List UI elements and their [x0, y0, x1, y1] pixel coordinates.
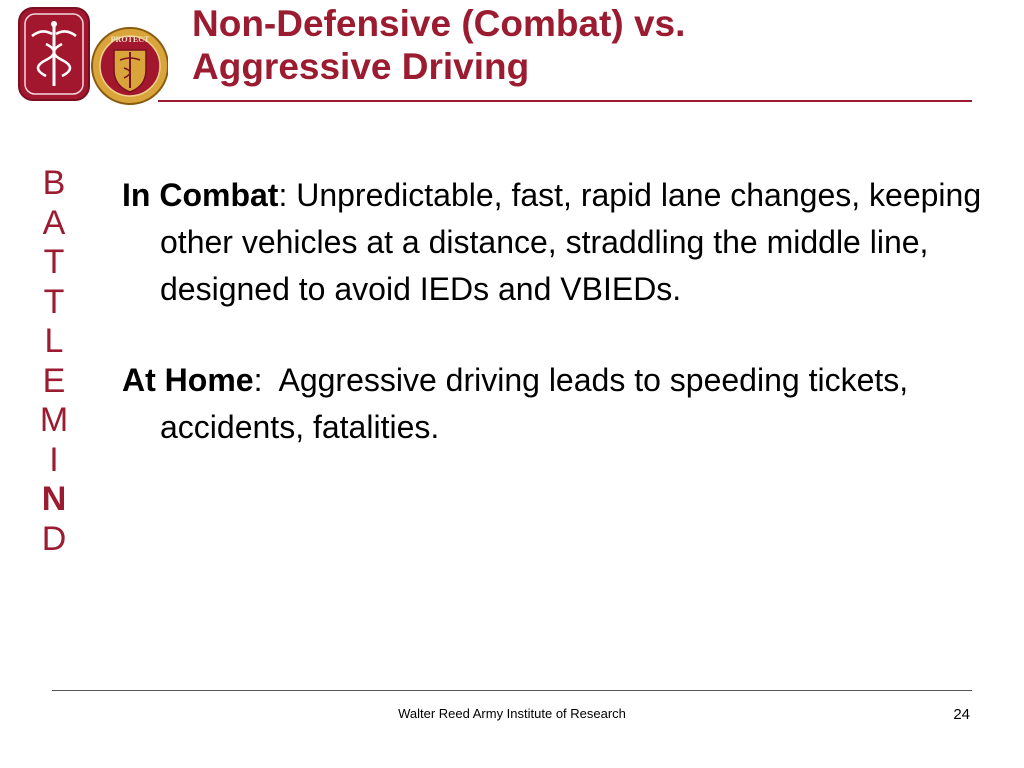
paragraph-separator: :	[278, 177, 288, 213]
paragraph-separator: :	[253, 362, 263, 398]
side-letter: B	[42, 164, 66, 202]
paragraph-in-combat	[122, 172, 992, 313]
title-underline	[158, 100, 972, 102]
side-letter: D	[41, 519, 67, 558]
page-number: 24	[953, 706, 970, 723]
side-letter-highlight: N	[41, 480, 67, 518]
medical-corps-emblem-icon	[19, 8, 89, 100]
paragraph-label: At Home	[122, 362, 254, 398]
side-letter: T	[43, 282, 65, 321]
paragraph-at-home	[122, 357, 992, 451]
paragraph-text: Aggressive driving leads to speeding tickets, accidents, fatalities.	[160, 362, 918, 445]
logo-group	[18, 6, 168, 112]
side-letter: E	[42, 361, 66, 400]
slide-body	[122, 172, 992, 451]
footer-divider	[52, 690, 972, 691]
title-line-2: Aggressive Driving	[192, 46, 530, 87]
paragraph-text: Unpredictable, fast, rapid lane changes, keeping other vehicles at a distance, straddling the middle line, designed to avoid IEDs and VBIEDs.	[160, 177, 990, 307]
side-letter: I	[49, 440, 59, 479]
footer-organization: Walter Reed Army Institute of Research	[398, 706, 626, 721]
side-letter: A	[42, 203, 66, 242]
side-letter: L	[44, 322, 64, 360]
paragraph-label: In Combat	[122, 177, 279, 213]
side-letter: T	[43, 243, 65, 281]
seal-text: PROTECT	[110, 35, 150, 44]
protect-sustain-seal-icon	[92, 28, 168, 104]
title-line-1: Non-Defensive (Combat) vs.	[192, 3, 686, 44]
side-letter: M	[39, 401, 69, 439]
slide-title	[192, 2, 992, 88]
battlemind-vertical-label	[36, 164, 72, 559]
